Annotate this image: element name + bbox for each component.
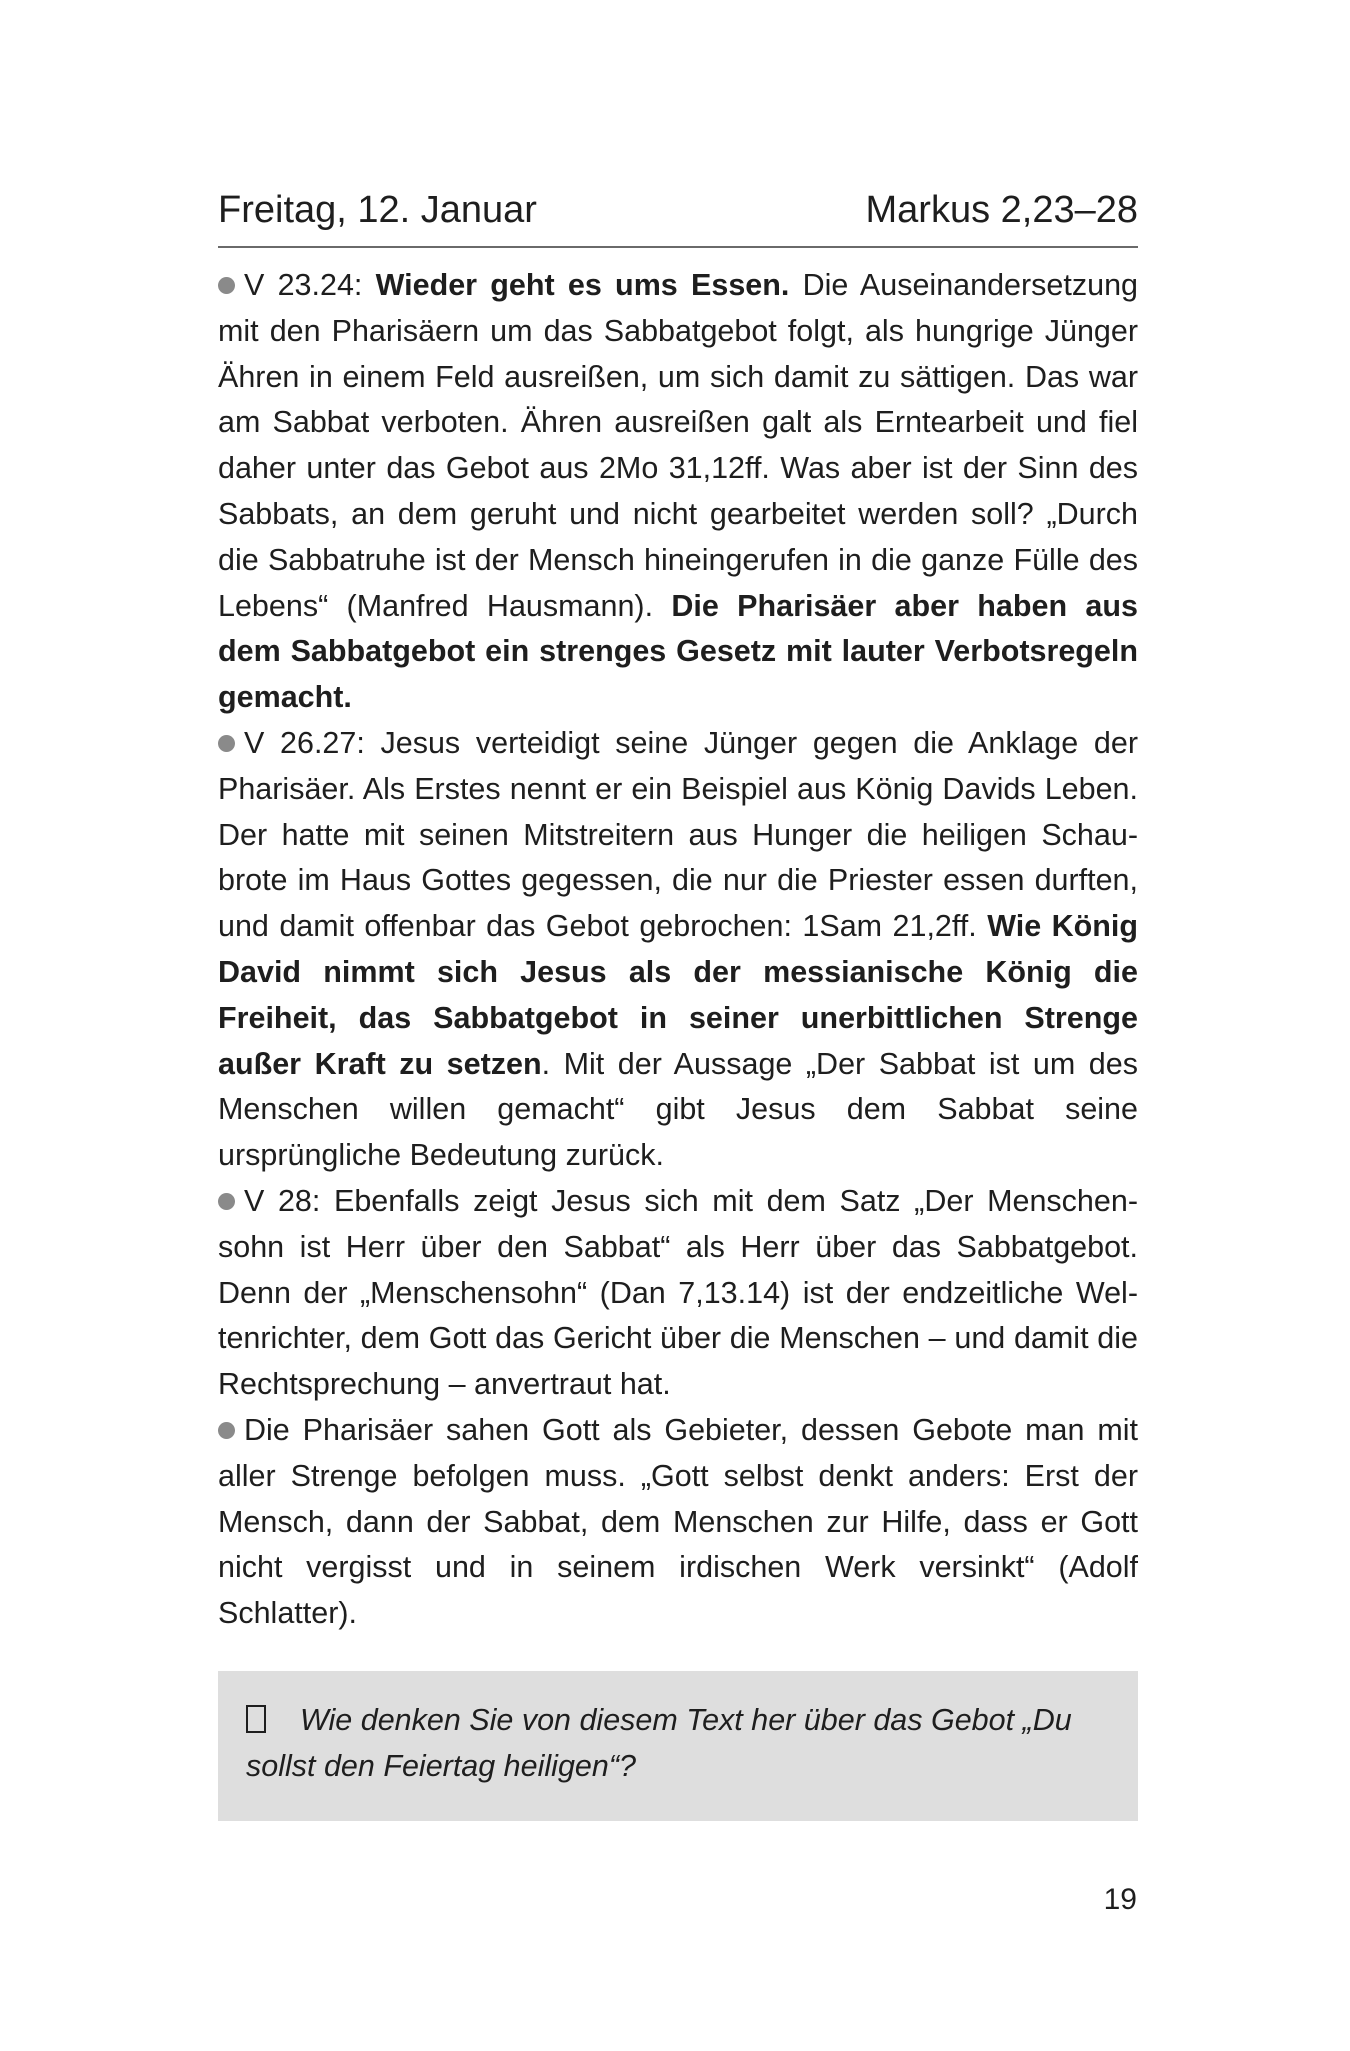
paragraph [218, 263, 1138, 721]
paragraph-text: Die Pharisäer sahen Gott als Gebieter, dessen Gebote man mit aller Strenge befolgen muss. „Gott selbst denkt anders: Erst der Mensch, dann der Sabbat, dem Menschen zur Hilfe, dass er Gott nicht vergisst und in seinem irdischen Werk versinkt“ (Adolf Schlatter). [218, 1412, 1138, 1631]
paragraph-text: V 28: Ebenfalls zeigt Jesus sich mit dem Satz „Der Menschensohn ist Herr über den Sabbat“ als Herr über das Sabbatgebot. Denn der „Menschensohn“ (Dan 7,13.14) ist der endzeitliche Weltenrichter, dem Gott das Gericht über die Menschen – und damit die Rechtsprechung – anvertraut hat. [218, 1183, 1138, 1402]
page-number: 19 [1103, 1883, 1137, 1916]
date-heading: Freitag, 12. Januar [218, 189, 537, 231]
paragraph [218, 1179, 1138, 1408]
bible-reference: Markus 2,23–28 [865, 189, 1138, 231]
emphasis-text: Wieder geht es ums Essen. [375, 268, 790, 302]
bullet-icon [218, 277, 235, 294]
paragraph [218, 721, 1138, 1179]
reflection-question-box [218, 1671, 1138, 1821]
page [218, 186, 1138, 1821]
paragraph-text: V 26.27: Jesus verteidigt seine Jünger gegen die Anklage der Pharisäer. Als Erstes nennt er ein Beispiel aus König Davids Leben. Der hatte mit seinen Mitstreitern aus Hunger die heiligen Schaubrote im Haus Gottes gegessen, die nur die Priester essen durften, und damit offenbar das Gebot gebrochen: 1Sam 21,2ff. [218, 725, 1138, 944]
emphasis-text: Wie König David nimmt sich Jesus als der messianische König die Freiheit, das Sabbatgebot in seiner unerbittlichen Strenge außer Kraft zu setzen [218, 909, 1138, 1081]
bullet-icon [218, 735, 235, 752]
reflection-question-text: Wie denken Sie von diesem Text her über das Gebot „Du sollst den Feiertag heiligen“? [246, 1702, 1072, 1783]
question-square-icon [246, 1705, 266, 1733]
paragraph-text: V 23.24: [244, 268, 376, 302]
page-header [218, 186, 1138, 248]
commentary-body [218, 263, 1138, 1637]
emphasis-text: Die Pharisäer aber haben aus dem Sabbatgebot ein strenges Gesetz mit lauter Verbotsregeln gemacht. [218, 588, 1138, 715]
bullet-icon [218, 1422, 235, 1439]
bullet-icon [218, 1193, 235, 1210]
paragraph-text: Die Auseinandersetzung mit den Pharisäern um das Sabbatgebot folgt, als hungrige Jünger Ähren in einem Feld ausreißen, um sich damit zu sättigen. Das war am Sabbat verboten. Ähren ausreißen galt als Erntearbeit und fiel daher unter das Gebot aus 2Mo 31,12ff. Was aber ist der Sinn des Sabbats, an dem geruht und nicht gearbeitet werden soll? „Durch die Sabbatruhe ist der Mensch hineingerufen in die ganze Fülle des Lebens“ (Manfred Hausmann). [218, 268, 1139, 623]
paragraph-text: . Mit der Aussage „Der Sabbat ist um des Menschen willen gemacht“ gibt Jesus dem Sabbat seine ursprüngliche Bedeutung zurück. [218, 1046, 1138, 1173]
paragraph [218, 1408, 1138, 1637]
